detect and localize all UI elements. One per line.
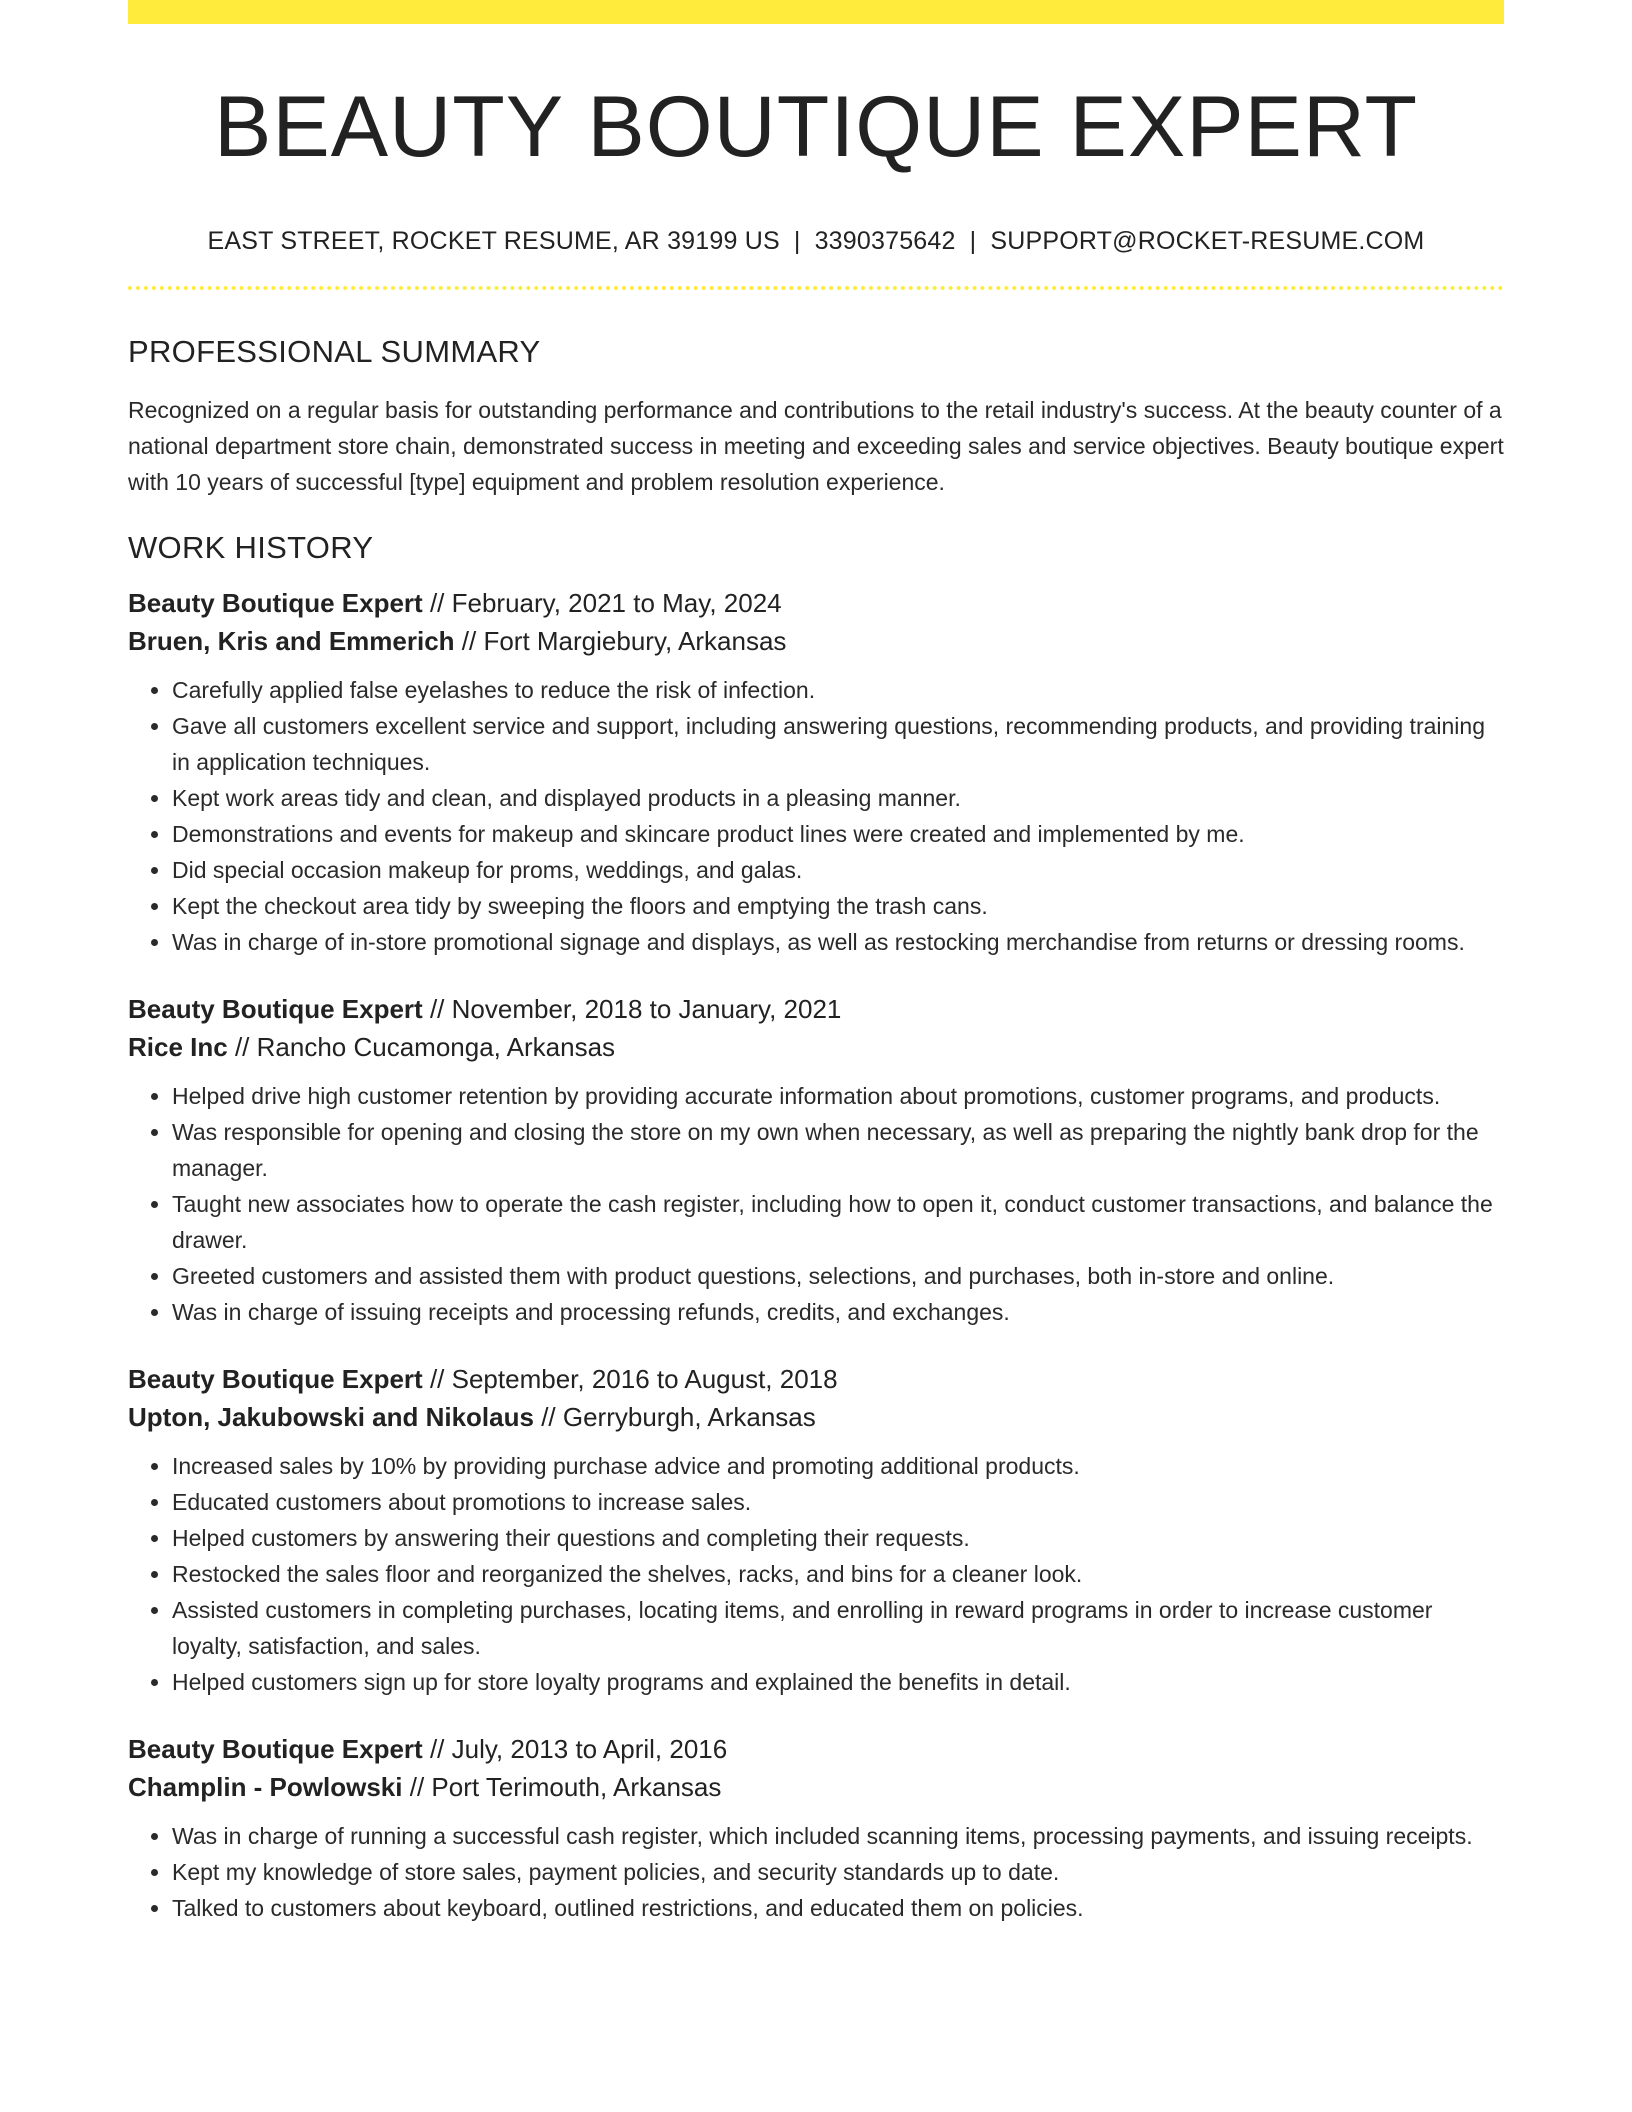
- job-bullet: • Was in charge of in-store promotional signage and displays, as well as restocking merchandise from returns or dressing rooms.: [172, 924, 1504, 960]
- job-title: Beauty Boutique Expert: [128, 993, 423, 1024]
- contact-separator: |: [969, 226, 977, 255]
- contact-phone: 3390375642: [814, 226, 956, 255]
- work-history-heading: WORK HISTORY: [128, 529, 374, 565]
- job-title: Beauty Boutique Expert: [128, 1363, 423, 1394]
- job-bullet: • Educated customers about promotions to increase sales.: [172, 1484, 1504, 1520]
- job-bullet: • Kept my knowledge of store sales, payment policies, and security standards up to date.: [172, 1854, 1504, 1890]
- job-dates: // September, 2016 to August, 2018: [429, 1363, 838, 1394]
- job-bullets: [128, 672, 1504, 960]
- contact-separator: |: [793, 226, 801, 255]
- job-bullet: • Helped customers sign up for store loyalty programs and explained the benefits in detail.: [172, 1664, 1504, 1700]
- job-bullet: • Helped customers by answering their questions and completing their requests.: [172, 1520, 1504, 1556]
- job-title: Beauty Boutique Expert: [128, 1733, 423, 1764]
- summary-heading: PROFESSIONAL SUMMARY: [128, 333, 541, 369]
- dotted-divider: [128, 286, 1504, 290]
- job-bullet: • Restocked the sales floor and reorganized the shelves, racks, and bins for a cleaner look.: [172, 1556, 1504, 1592]
- job-bullets: [128, 1818, 1504, 1926]
- job-bullet: • Kept work areas tidy and clean, and displayed products in a pleasing manner.: [172, 780, 1504, 816]
- job-bullet: • Helped drive high customer retention by providing accurate information about promotions, customer programs, and products.: [172, 1078, 1504, 1114]
- job-bullet: • Assisted customers in completing purchases, locating items, and enrolling in reward programs in order to increase customer loyalty, satisfaction, and sales.: [172, 1592, 1504, 1664]
- job-company-line: [128, 622, 1504, 660]
- job-title: Beauty Boutique Expert: [128, 587, 423, 618]
- job-dates: // November, 2018 to January, 2021: [429, 993, 842, 1024]
- job-title-line: [128, 584, 1504, 622]
- job-company: Upton, Jakubowski and Nikolaus: [128, 1401, 534, 1432]
- contact-line: [128, 227, 1504, 256]
- job-entry: [128, 584, 1504, 960]
- job-location: // Fort Margiebury, Arkansas: [461, 625, 787, 656]
- job-bullets: [128, 1448, 1504, 1700]
- job-dates: // July, 2013 to April, 2016: [429, 1733, 728, 1764]
- contact-email: SUPPORT@ROCKET-RESUME.COM: [990, 226, 1425, 255]
- job-title-line: [128, 1360, 1504, 1398]
- summary-text: Recognized on a regular basis for outstanding performance and contributions to the retail industry's success. At the beauty counter of a national department store chain, demonstrated success in meeting and exceeding sales and service objectives. Beauty boutique expert with 10 years of successful [type] equipment and problem resolution experience.: [128, 396, 1504, 495]
- job-company: Champlin - Powlowski: [128, 1771, 403, 1802]
- resume-page: [128, 0, 1504, 1926]
- job-bullet: • Carefully applied false eyelashes to reduce the risk of infection.: [172, 672, 1504, 708]
- job-entry: [128, 990, 1504, 1330]
- job-bullets: [128, 1078, 1504, 1330]
- job-bullet: • Taught new associates how to operate the cash register, including how to open it, conduct customer transactions, and balance the drawer.: [172, 1186, 1504, 1258]
- job-bullet: • Kept the checkout area tidy by sweeping the floors and emptying the trash cans.: [172, 888, 1504, 924]
- job-company-line: [128, 1768, 1504, 1806]
- job-bullet: • Talked to customers about keyboard, outlined restrictions, and educated them on policies.: [172, 1890, 1504, 1926]
- job-title-line: [128, 1730, 1504, 1768]
- job-entry: [128, 1360, 1504, 1700]
- job-company: Rice Inc: [128, 1031, 228, 1062]
- job-dates: // February, 2021 to May, 2024: [429, 587, 782, 618]
- job-bullet: • Was responsible for opening and closing the store on my own when necessary, as well as preparing the nightly bank drop for the manager.: [172, 1114, 1504, 1186]
- top-accent-bar: [128, 0, 1504, 24]
- job-bullet: • Demonstrations and events for makeup and skincare product lines were created and implemented by me.: [172, 816, 1504, 852]
- resume-name: BEAUTY BOUTIQUE EXPERT: [214, 79, 1418, 175]
- job-company: Bruen, Kris and Emmerich: [128, 625, 455, 656]
- job-entry: [128, 1730, 1504, 1926]
- job-company-line: [128, 1028, 1504, 1066]
- job-bullet: • Greeted customers and assisted them with product questions, selections, and purchases, both in-store and online.: [172, 1258, 1504, 1294]
- job-location: // Rancho Cucamonga, Arkansas: [234, 1031, 616, 1062]
- job-bullet: • Increased sales by 10% by providing purchase advice and promoting additional products.: [172, 1448, 1504, 1484]
- job-bullet: • Did special occasion makeup for proms, weddings, and galas.: [172, 852, 1504, 888]
- contact-address: EAST STREET, ROCKET RESUME, AR 39199 US: [207, 226, 780, 255]
- job-title-line: [128, 990, 1504, 1028]
- job-location: // Port Terimouth, Arkansas: [409, 1771, 722, 1802]
- job-bullet: • Was in charge of running a successful cash register, which included scanning items, processing payments, and issuing receipts.: [172, 1818, 1504, 1854]
- job-bullet: • Was in charge of issuing receipts and processing refunds, credits, and exchanges.: [172, 1294, 1504, 1330]
- job-company-line: [128, 1398, 1504, 1436]
- job-bullet: • Gave all customers excellent service and support, including answering questions, recommending products, and providing training in application techniques.: [172, 708, 1504, 780]
- job-location: // Gerryburgh, Arkansas: [541, 1401, 816, 1432]
